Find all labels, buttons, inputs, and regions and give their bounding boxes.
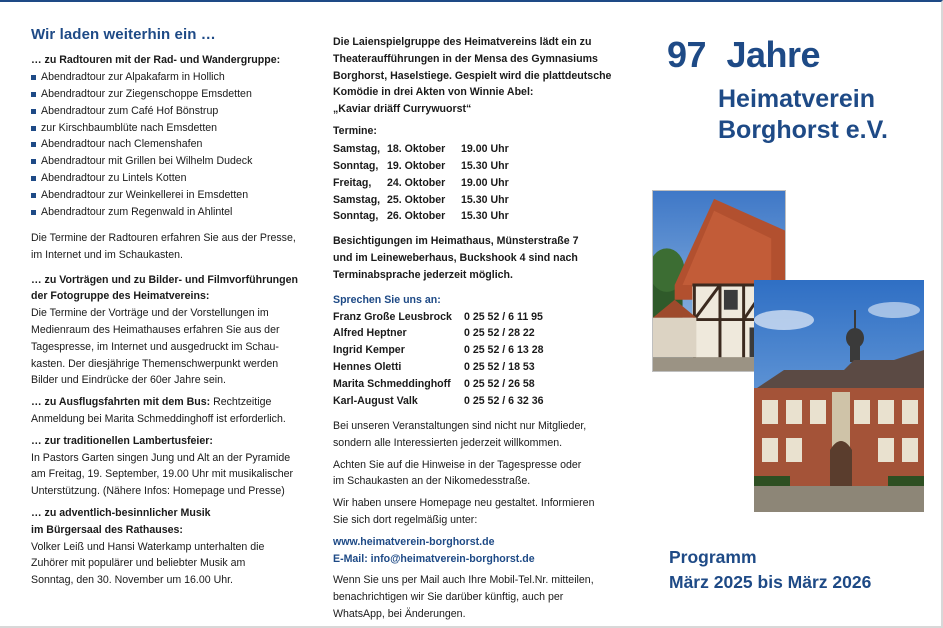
besichtigung-text [333,233,623,283]
text-line: In Pastors Garten singen Jung und Alt an der Pyramide [31,451,291,464]
contact-name: Marita Schmeddinghoff [333,378,451,391]
photo-rathaus [754,280,924,512]
ausflug-text-2: Anmeldung bei Marita Schmeddinghoff ist erforderlich. [31,412,286,425]
termin-date: 25. Oktober [387,193,446,206]
middle-column [333,34,623,623]
radtouren-title: … zu Radtouren mit der Rad- und Wandergruppe: [31,54,281,66]
list-item: Abendradtour zum Café Hof Bönstrup [31,103,306,120]
termine-list [333,141,623,226]
vortraege-text [31,305,306,389]
paragraph-welcome [333,418,623,452]
contact-phone: 0 25 52 / 6 13 28 [464,344,544,357]
right-column [650,2,943,628]
termin-time: 15.30 Uhr [461,210,509,223]
contacts-list [333,309,623,410]
contact-name: Ingrid Kemper [333,344,405,357]
text-line: Bilder und Eindrücke der 60er Jahre sein. [31,374,226,387]
text-line: Terminabsprache jederzeit möglich. [333,268,513,281]
contact-phone: 0 25 52 / 28 22 [464,327,535,340]
contact-name: Karl-August Valk [333,395,418,408]
text-line: Sie sich dort regelmäßig unter: [333,513,478,526]
text-line: Bei unseren Veranstaltungen sind nicht nur Mitglieder, [333,419,587,432]
musik-text [31,539,306,589]
left-column [31,26,306,589]
radtouren-note-line2: im Internet und im Schaukasten. [31,248,183,261]
paragraph-hints [333,457,623,491]
email-link[interactable]: E-Mail: info@heimatverein-borghorst.de [333,552,535,565]
org-name-line2: Borghorst e.V. [718,116,888,144]
termin-day: Sonntag, [333,210,379,223]
termin-time: 15.30 Uhr [461,193,509,206]
text-line: Die Termine der Vorträge und der Vorstellungen im [31,307,269,320]
list-item: Abendradtour zu Lintels Kotten [31,170,306,187]
text-line: und im Leineweberhaus, Buckshook 4 sind nach [333,252,578,265]
text-line: Sonntag, den 30. November um 16.00 Uhr. [31,574,233,587]
musik-title-line2: im Bürgersaal des Rathauses: [31,523,183,536]
contact-row [333,342,623,359]
text-line: Zuhörer mit populärer und beliebter Musik am [31,557,246,570]
lambertus-title: … zur traditionellen Lambertusfeier: [31,434,213,447]
text-line: im Schaukasten an der Nikomedesstraße. [333,475,531,488]
text-line: Unterstützung. (Nähere Infos: Homepage und Presse) [31,485,285,498]
list-item: Abendradtour mit Grillen bei Wilhelm Dudeck [31,153,306,170]
termin-date: 24. Oktober [387,176,446,189]
ausflug-text-1: Rechtzeitige [210,396,272,409]
text-line: Medienraum des Heimathauses erfahren Sie aus der [31,323,280,336]
anniversary-title [667,35,820,75]
contact-row [333,359,623,376]
contact-name: Franz Große Leusbrock [333,310,452,323]
text-line: „Kaviar driäff Currywuorst“ [333,103,472,116]
text-line: benachrichtigen wir Sie darüber künftig, auch per [333,591,564,604]
text-line: am Freitag, 19. September, 19.00 Uhr mit musikalischer [31,468,294,481]
contact-name: Alfred Heptner [333,327,407,340]
contact-row [333,393,623,410]
termin-time: 19.00 Uhr [461,176,509,189]
termine-label: Termine: [333,124,377,137]
text-line: WhatsApp, bei Änderungen. [333,607,466,620]
text-line: kasten. Der diesjährige Themenschwerpunkt werden [31,357,279,370]
vortraege-title-line2: der Fotogruppe des Heimatvereins: [31,290,210,303]
text-line: Borghorst, Haselstiege. Gespielt wird die plattdeutsche [333,69,612,82]
termin-time: 15.30 Uhr [461,159,509,172]
anniversary-word: Jahre [726,34,821,75]
termin-row [333,141,623,158]
contact-row [333,309,623,326]
termin-day: Sonntag, [333,159,379,172]
contact-phone: 0 25 52 / 26 58 [464,378,535,391]
termin-row [333,208,623,225]
contact-name: Hennes Oletti [333,361,402,374]
contact-phone: 0 25 52 / 6 32 36 [464,395,544,408]
termin-day: Samstag, [333,142,381,155]
org-name [718,84,888,146]
anniversary-number: 97 [667,34,707,75]
termin-row [333,158,623,175]
vortraege-title-line1: … zu Vorträgen und zu Bilder- und Filmvorführungen [31,273,298,286]
contact-row [333,325,623,342]
termin-date: 18. Oktober [387,142,446,155]
lambertus-text [31,450,306,500]
termin-date: 26. Oktober [387,210,446,223]
musik-title-line1: … zu adventlich-besinnlicher Musik [31,506,211,519]
contact-heading: Sprechen Sie uns an: [333,293,441,306]
text-line: sondern alle Interessierten jederzeit willkommen. [333,436,563,449]
contact-phone: 0 25 52 / 6 11 95 [464,310,543,323]
list-item: zur Kirschbaumblüte nach Emsdetten [31,120,306,137]
theater-intro [333,34,623,118]
program-line1: Programm [669,547,757,567]
termin-day: Samstag, [333,193,381,206]
text-line: Komödie in drei Akten von Winnie Abel: [333,86,534,99]
program-line2: März 2025 bis März 2026 [669,572,872,592]
text-line: Wir haben unsere Homepage neu gestaltet. Informieren [333,497,595,510]
radtouren-note-line1: Die Termine der Radtouren erfahren Sie aus der Presse, [31,231,296,244]
termin-time: 19.00 Uhr [461,142,509,155]
text-line: Volker Leiß und Hansi Waterkamp unterhalten die [31,540,265,553]
invitation-heading: Wir laden weiterhin ein … [31,26,216,43]
program-period [669,545,871,595]
contact-phone: 0 25 52 / 18 53 [464,361,535,374]
contact-row [333,376,623,393]
ausflug-title: … zu Ausflugsfahrten mit dem Bus: [31,396,211,409]
radtouren-list [31,69,306,221]
list-item: Abendradtour nach Clemenshafen [31,136,306,153]
website-link[interactable]: www.heimatverein-borghorst.de [333,535,495,548]
paragraph-homepage [333,495,623,529]
paragraph-mobile [333,572,623,622]
list-item: Abendradtour zur Weinkellerei in Emsdetten [31,187,306,204]
termin-date: 19. Oktober [387,159,446,172]
text-line: Tagespresse, im Internet und ausgedruckt im Schau- [31,340,279,353]
text-line: Die Laienspielgruppe des Heimatvereins lädt ein zu [333,36,592,48]
termin-day: Freitag, [333,176,372,189]
org-name-line1: Heimatverein [718,85,876,113]
text-line: Theateraufführungen in der Mensa des Gymnasiums [333,52,598,65]
ausflug-paragraph [31,394,306,411]
termin-row [333,192,623,209]
text-line: Achten Sie auf die Hinweise in der Tagespresse oder [333,458,582,471]
termin-row [333,175,623,192]
list-item: Abendradtour zur Ziegenschoppe Emsdetten [31,86,306,103]
text-line: Wenn Sie uns per Mail auch Ihre Mobil-Tel.Nr. mitteilen, [333,574,594,587]
list-item: Abendradtour zum Regenwald in Ahlintel [31,204,306,221]
text-line: Besichtigungen im Heimathaus, Münsterstraße 7 [333,235,579,248]
list-item: Abendradtour zur Alpakafarm in Hollich [31,69,306,86]
